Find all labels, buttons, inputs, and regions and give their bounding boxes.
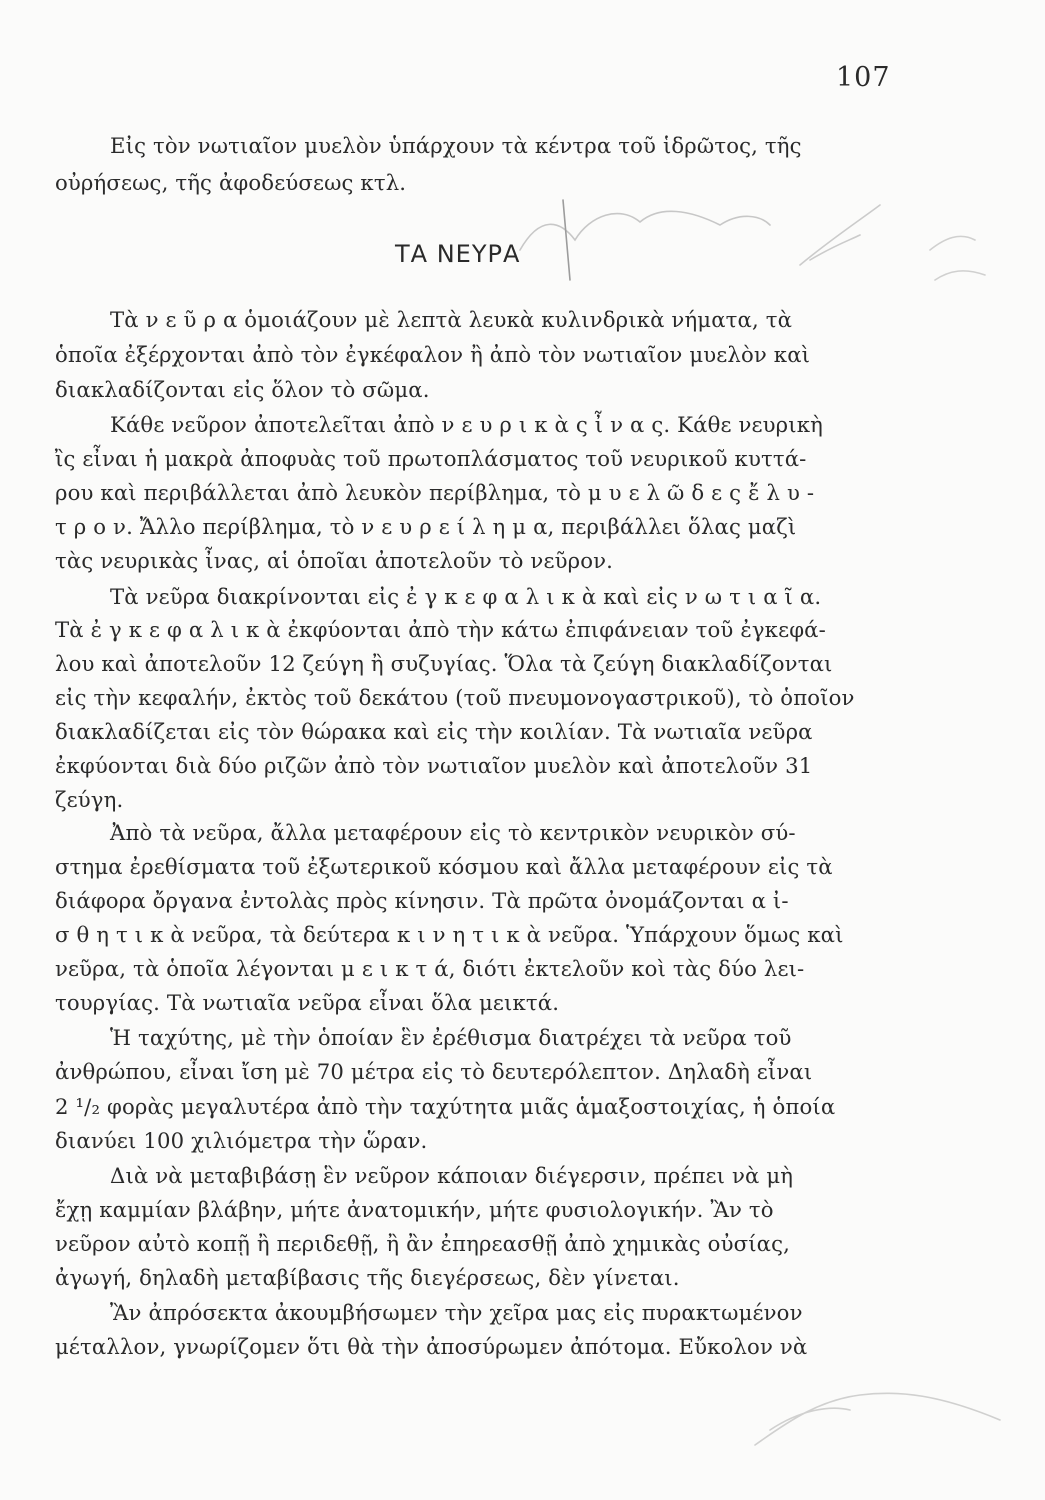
text-line: τουργίας. Τὰ νωτιαῖα νεῦρα εἶναι ὅλα μεικτά.: [55, 990, 560, 1015]
text-line: νεῦρον αὐτὸ κοπῇ ἢ περιδεθῇ, ἢ ἂν ἐπηρεασθῇ ἀπὸ χημικὰς οὐσίας,: [55, 1231, 791, 1256]
text-line: τ ρ ο ν. Ἄλλο περίβλημα, τὸ ν ε υ ρ ε ί λ η μ α, περιβάλλει ὅλας μαζὶ: [55, 514, 797, 539]
vertical-pen-stroke: [563, 200, 570, 280]
text-line: λου καὶ ἀποτελοῦν 12 ζεύγη ἢ συζυγίας. Ὅλα τὰ ζεύγη διακλαδίζονται: [55, 651, 833, 676]
text-line: διάφορα ὄργανα ἐντολὰς πρὸς κίνησιν. Τὰ πρῶτα ὀνομάζονται α ἰ-: [55, 888, 789, 913]
bottom-signature: [755, 1393, 1000, 1445]
text-line: ἲς εἶναι ἡ μακρὰ ἀποφυὰς τοῦ πρωτοπλάσματος τοῦ νευρικοῦ κυττά-: [55, 446, 807, 471]
text-line: εἰς τὴν κεφαλήν, ἐκτὸς τοῦ δεκάτου (τοῦ πνευμονογαστρικοῦ), τὸ ὁποῖον: [55, 685, 855, 710]
text-line: ἐκφύονται διὰ δύο ριζῶν ἀπὸ τὸν νωτιαῖον μυελὸν καὶ ἀποτελοῦν 31: [55, 753, 813, 778]
section-heading: ΤΑ ΝΕΥΡΑ: [395, 240, 521, 268]
text-line: Κάθε νεῦρον ἀποτελεῖται ἀπὸ ν ε υ ρ ι κ ὰ ς ἶ ν α ς. Κάθε νευρικὴ: [110, 412, 823, 437]
text-line: διακλαδίζονται εἰς ὅλον τὸ σῶμα.: [55, 377, 430, 402]
text-line: Διὰ νὰ μεταβιβάσῃ ἓν νεῦρον κάποιαν διέγερσιν, πρέπει νὰ μὴ: [110, 1163, 794, 1188]
text-line: ὁποῖα ἐξέρχονται ἀπὸ τὸν ἐγκέφαλον ἢ ἀπὸ τὸν νωτιαῖον μυελὸν καὶ: [55, 342, 811, 367]
text-line: Ἡ ταχύτης, μὲ τὴν ὁποίαν ἓν ἐρέθισμα διατρέχει τὰ νεῦρα τοῦ: [110, 1025, 792, 1050]
text-line: Ἂν ἀπρόσεκτα ἀκουμβήσωμεν τὴν χεῖρα μας εἰς πυρακτωμένον: [110, 1300, 803, 1325]
text-line: τὰς νευρικὰς ἶνας, αἱ ὁποῖαι ἀποτελοῦν τὸ νεῦρον.: [55, 548, 614, 573]
text-line: διανύει 100 χιλιόμετρα τὴν ὥραν.: [55, 1128, 428, 1153]
text-line: σ θ η τ ι κ ὰ νεῦρα, τὰ δεύτερα κ ι ν η τ ι κ ὰ νεῦρα. Ὑπάρχουν ὅμως καὶ: [55, 922, 844, 947]
text-line: Εἰς τὸν νωτιαῖον μυελὸν ὑπάρχουν τὰ κέντρα τοῦ ἱδρῶτος, τῆς: [110, 133, 802, 158]
text-line: ἀνθρώπου, εἶναι ἴση μὲ 70 μέτρα εἰς τὸ δευτερόλεπτον. Δηλαδὴ εἶναι: [55, 1059, 813, 1084]
text-line: ἀγωγή, δηλαδὴ μεταβίβασις τῆς διεγέρσεως, δὲν γίνεται.: [55, 1265, 680, 1290]
text-line: 2 ¹/₂ φορὰς μεγαλυτέρα ἀπὸ τὴν ταχύτητα μιᾶς ἁμαξοστοιχίας, ἡ ὁποία: [55, 1094, 836, 1119]
text-line: Τὰ νεῦρα διακρίνονται εἰς ἐ γ κ ε φ α λ ι κ ὰ καὶ εἰς ν ω τ ι α ῖ α.: [110, 584, 822, 609]
margin-note: [930, 236, 985, 280]
text-line: ρου καὶ περιβάλλεται ἀπὸ λευκὸν περίβλημα, τὸ μ υ ε λ ῶ δ ε ς ἔ λ υ -: [55, 480, 815, 505]
text-line: οὐρήσεως, τῆς ἀφοδεύσεως κτλ.: [55, 170, 407, 195]
pencil-stroke: [800, 205, 880, 265]
page-number: 107: [836, 62, 891, 93]
text-line: νεῦρα, τὰ ὁποῖα λέγονται μ ε ι κ τ ά, διότι ἐκτελοῦν κοὶ τὰς δύο λει-: [55, 956, 805, 981]
text-line: Τὰ ν ε ῦ ρ α ὁμοιάζουν μὲ λεπτὰ λευκὰ κυλινδρικὰ νήματα, τὰ: [110, 307, 793, 332]
text-line: μέταλλον, γνωρίζομεν ὅτι θὰ τὴν ἀποσύρωμεν ἀπότομα. Εὔκολον νὰ: [55, 1334, 808, 1359]
text-line: διακλαδίζεται εἰς τὸν θώρακα καὶ εἰς τὴν κοιλίαν. Τὰ νωτιαῖα νεῦρα: [55, 719, 813, 744]
text-line: Τὰ ἐ γ κ ε φ α λ ι κ ὰ ἐκφύονται ἀπὸ τὴν κάτω ἐπιφάνειαν τοῦ ἐγκεφά-: [55, 617, 826, 642]
text-line: Ἀπὸ τὰ νεῦρα, ἄλλα μεταφέρουν εἰς τὸ κεντρικὸν νευρικὸν σύ-: [110, 820, 796, 845]
signature-scribble: [520, 211, 770, 250]
text-line: ἔχῃ καμμίαν βλάβην, μήτε ἀνατομικήν, μήτε φυσιολογικήν. Ἂν τὸ: [55, 1197, 774, 1222]
text-line: στημα ἐρεθίσματα τοῦ ἐξωτερικοῦ κόσμου καὶ ἄλλα μεταφέρουν εἰς τὰ: [55, 854, 833, 879]
text-line: ζεύγη.: [55, 787, 124, 812]
